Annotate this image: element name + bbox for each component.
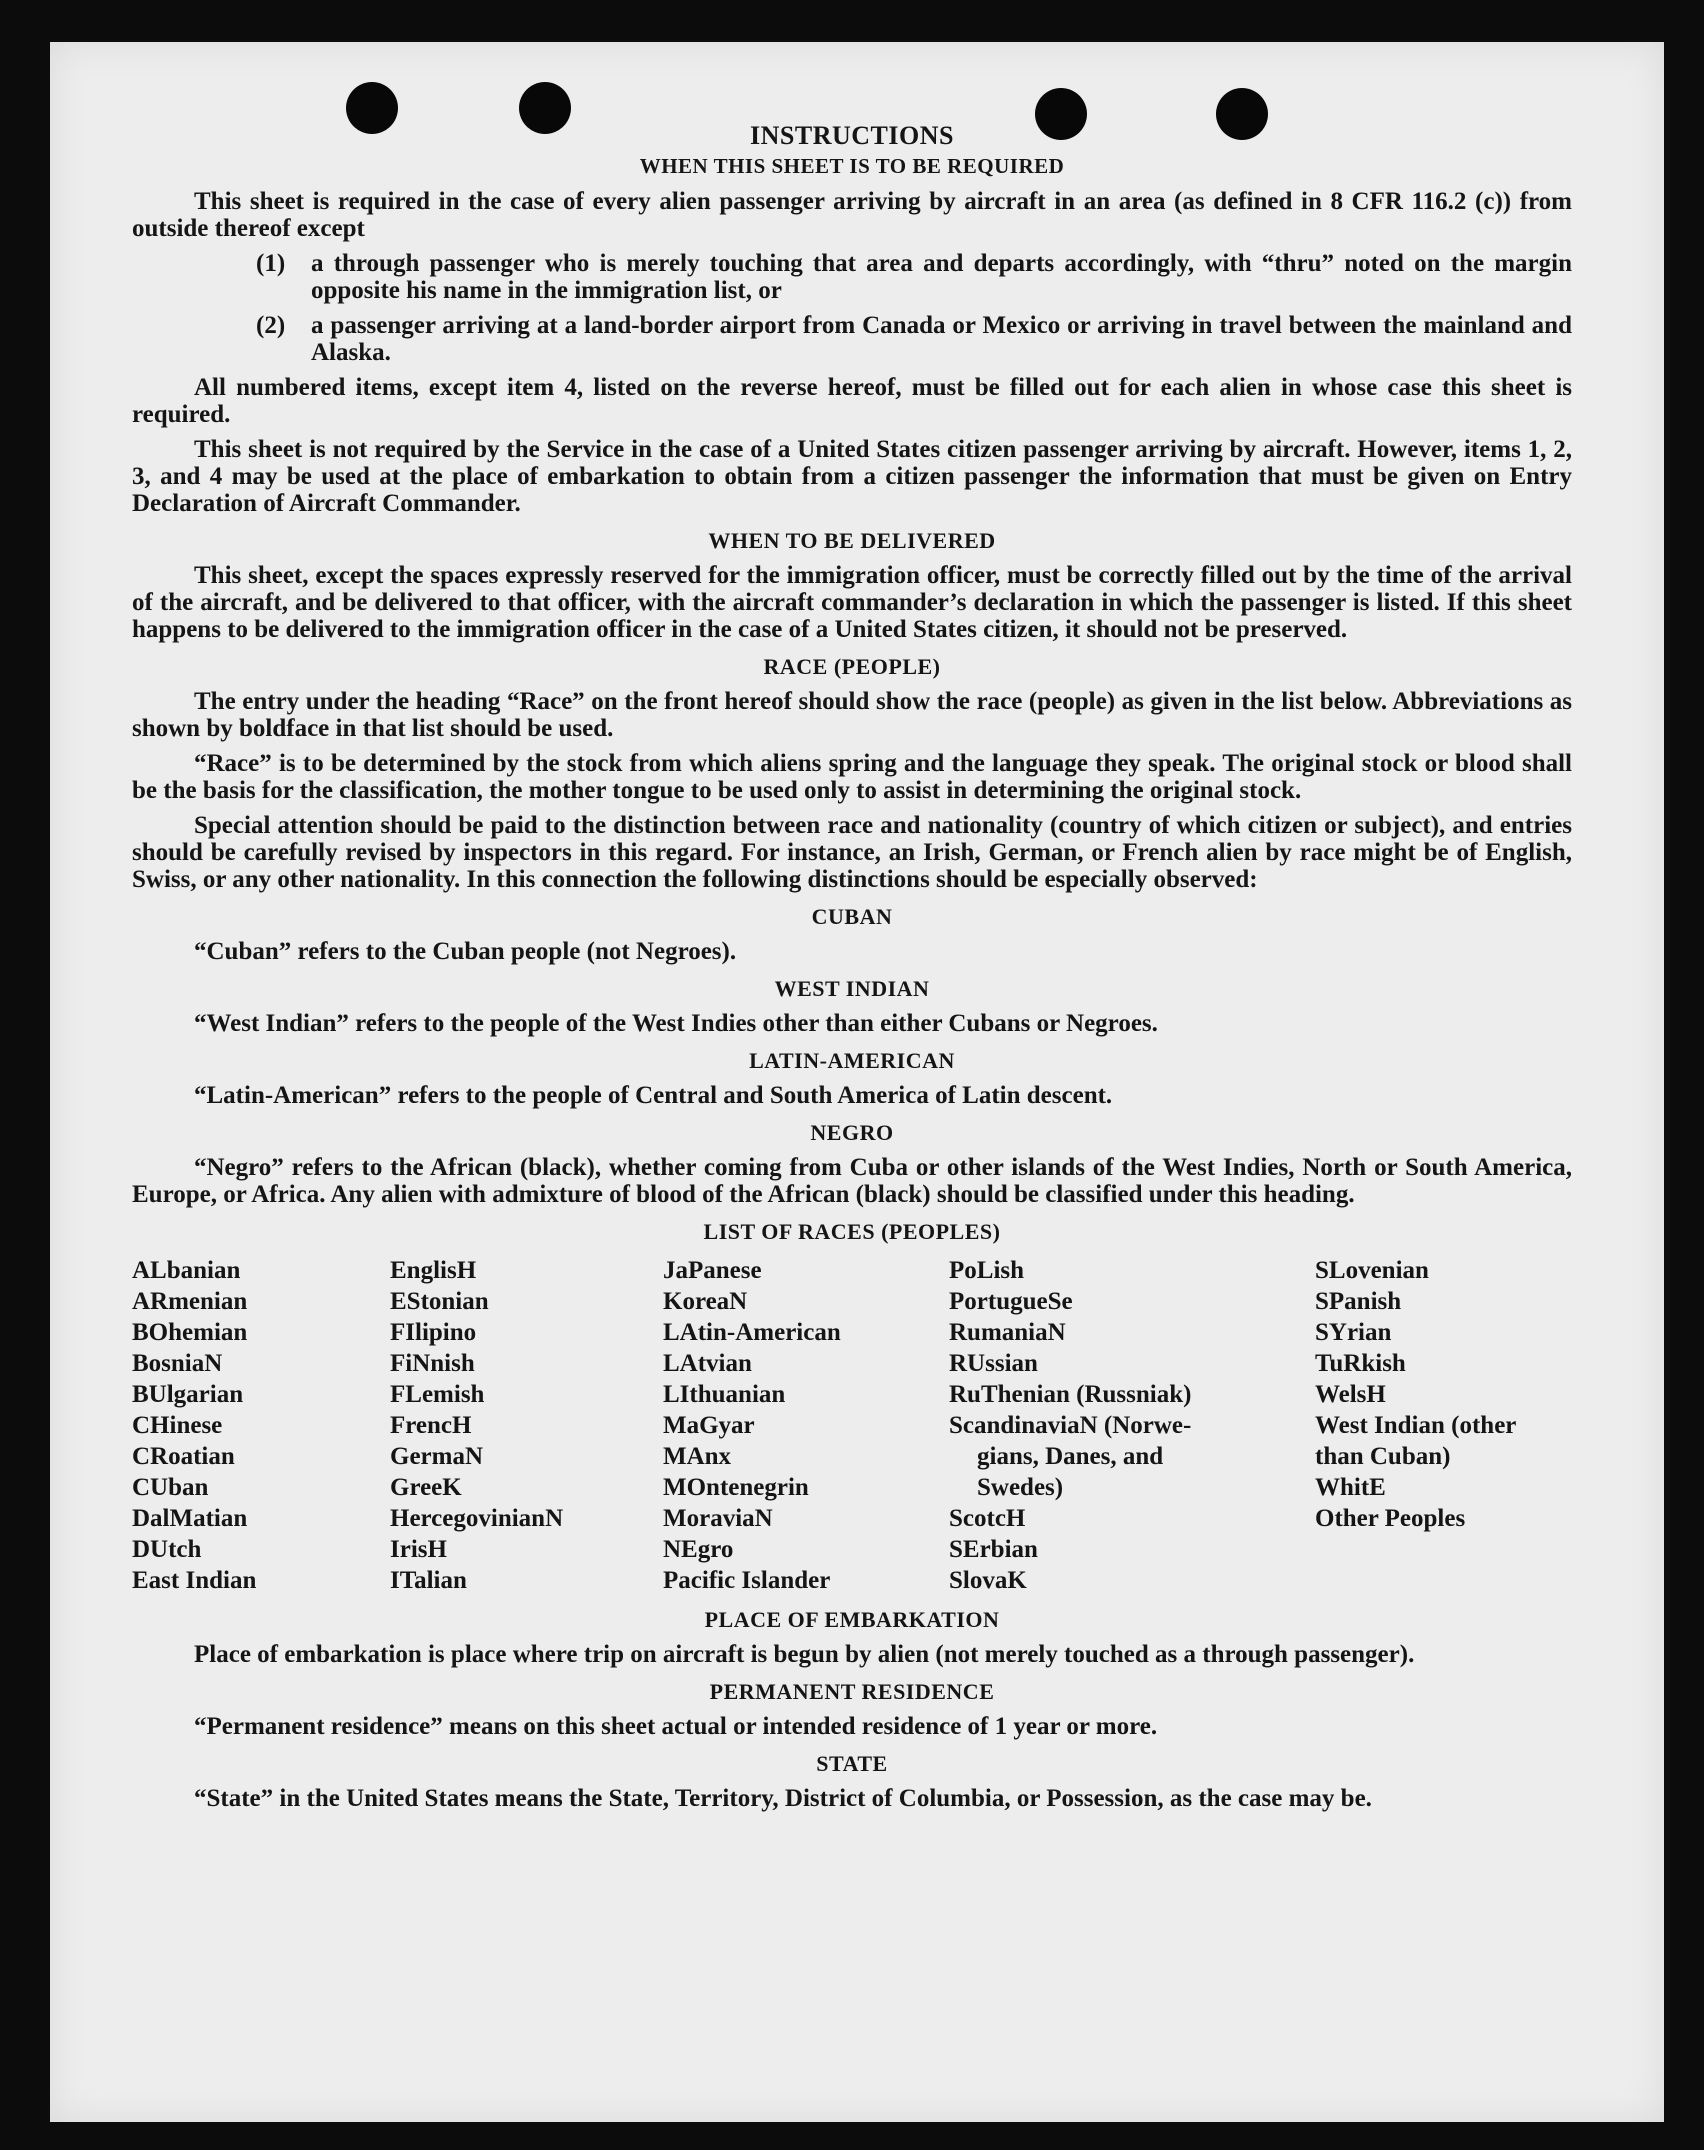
race-entry: DalMatian — [132, 1505, 248, 1532]
race-entry: LAtin-American — [663, 1319, 841, 1346]
embarkation-paragraph: Place of embarkation is place where trip on aircraft is begun by alien (not merely touched as a through passenger). — [194, 1641, 1415, 1668]
race-entry: EnglisH — [390, 1257, 477, 1284]
race-entry: BOhemian — [132, 1319, 248, 1346]
race-column — [663, 1255, 949, 1596]
race-entry: NEgro — [663, 1536, 734, 1563]
race-column — [390, 1255, 663, 1596]
race-entry-continued: Swedes) — [977, 1474, 1064, 1501]
race-entry: FiNnish — [390, 1350, 475, 1377]
race-entry: LIthuanian — [663, 1381, 786, 1408]
heading-west-indian: WEST INDIAN — [774, 976, 930, 1001]
cuban-paragraph: “Cuban” refers to the Cuban people (not Negroes). — [194, 938, 737, 965]
race-entry: LAtvian — [663, 1350, 752, 1377]
race-entry: CRoatian — [132, 1443, 235, 1470]
race-entry: WhitE — [1315, 1474, 1386, 1501]
heading-latin-american: LATIN-AMERICAN — [749, 1048, 955, 1073]
heading-place-of-embarkation: PLACE OF EMBARKATION — [704, 1607, 1000, 1632]
race-entry: Other Peoples — [1315, 1505, 1466, 1532]
race-entry: ARmenian — [132, 1288, 248, 1315]
title-instructions: INSTRUCTIONS — [750, 121, 954, 150]
residence-paragraph: “Permanent residence” means on this sheet actual or intended residence of 1 year or more. — [194, 1713, 1158, 1740]
race-entry: BosniaN — [132, 1350, 223, 1377]
exception-text: a through passenger who is merely touching that area and departs accordingly, with “thru” noted on the margin opposite his name in the immigration list, or — [311, 250, 1572, 304]
race-list — [132, 1255, 1572, 1596]
race-entry: WelsH — [1315, 1381, 1386, 1408]
exception-number: (1) — [256, 250, 286, 277]
race-entry: PortugueSe — [949, 1288, 1073, 1315]
race-entry: FrencH — [390, 1412, 472, 1439]
race-entry: GermaN — [390, 1443, 484, 1470]
numbered-items-paragraph: All numbered items, except item 4, listed on the reverse hereof, must be filled out for each alien in whose case this sheet is required. — [132, 374, 1572, 428]
heading-state: STATE — [816, 1751, 888, 1776]
heading-cuban: CUBAN — [811, 904, 893, 929]
race-paragraph-1: The entry under the heading “Race” on the front hereof should show the race (people) as given in the list below. Abbreviations as shown by boldface in that list should be used. — [132, 688, 1572, 742]
race-entry: EStonian — [390, 1288, 489, 1315]
exception-item — [132, 312, 1572, 366]
race-column — [949, 1255, 1315, 1596]
race-entry: SYrian — [1315, 1319, 1392, 1346]
race-entry: CHinese — [132, 1412, 223, 1439]
race-entry: ScandinaviaN (Norwe- — [949, 1412, 1192, 1439]
race-entry: Pacific Islander — [663, 1567, 831, 1594]
race-entry: MAnx — [663, 1443, 732, 1470]
race-entry: IrisH — [390, 1536, 447, 1563]
race-entry: West Indian (other — [1315, 1412, 1517, 1439]
race-entry: SLovenian — [1315, 1257, 1429, 1284]
race-entry: SlovaK — [949, 1567, 1027, 1594]
race-entry: ScotcH — [949, 1505, 1026, 1532]
race-entry: KoreaN — [663, 1288, 748, 1315]
delivered-paragraph: This sheet, except the spaces expressly reserved for the immigration officer, must be correctly filled out by the time of the arrival of the aircraft, and be delivered to that officer, with the aircraft commander’s declaration in which the passenger is listed. If this sheet happens to be delivered to the immigration officer in the case of a United States citizen, it should not be preserved. — [132, 562, 1572, 643]
race-column — [132, 1255, 390, 1596]
race-entry: MOntenegrin — [663, 1474, 809, 1501]
heading-negro: NEGRO — [810, 1120, 894, 1145]
race-entry: ITalian — [390, 1567, 467, 1594]
race-paragraph-3: Special attention should be paid to the distinction between race and nationality (country of which citizen or subject), and entries should be carefully revised by inspectors in this regard. For instance, an Irish, German, or French alien by race might be of English, Swiss, or any other nationality. In this connection the following distinctions should be especially observed: — [132, 812, 1572, 893]
race-entry-continued: than Cuban) — [1315, 1443, 1451, 1470]
race-entry: RumaniaN — [949, 1319, 1066, 1346]
race-entry: GreeK — [390, 1474, 462, 1501]
race-entry: ALbanian — [132, 1257, 241, 1284]
negro-paragraph: “Negro” refers to the African (black), whether coming from Cuba or other islands of the West Indies, North or South America, Europe, or Africa. Any alien with admixture of blood of the African (black) should be classified under this heading. — [132, 1154, 1572, 1208]
race-entry: East Indian — [132, 1567, 257, 1594]
race-entry: MoraviaN — [663, 1505, 773, 1532]
race-entry: MaGyar — [663, 1412, 755, 1439]
race-entry: JaPanese — [663, 1257, 762, 1284]
race-paragraph-2: “Race” is to be determined by the stock from which aliens spring and the language they speak. The original stock or blood shall be the basis for the classification, the mother tongue to be used only to assist in determining the original stock. — [132, 750, 1572, 804]
state-paragraph: “State” in the United States means the State, Territory, District of Columbia, or Possession, as the case may be. — [194, 1785, 1372, 1812]
heading-list-of-races: LIST OF RACES (PEOPLES) — [703, 1219, 1001, 1244]
race-entry-continued: gians, Danes, and — [977, 1443, 1164, 1470]
race-entry: SPanish — [1315, 1288, 1402, 1315]
exception-number: (2) — [256, 312, 286, 339]
race-entry: FIlipino — [390, 1319, 477, 1346]
race-entry: RuThenian (Russniak) — [949, 1381, 1192, 1408]
heading-race: RACE (PEOPLE) — [763, 654, 941, 679]
race-entry: CUban — [132, 1474, 209, 1501]
heading-when-required: WHEN THIS SHEET IS TO BE REQUIRED — [639, 154, 1065, 178]
west-indian-paragraph: “West Indian” refers to the people of the West Indies other than either Cubans or Negroes. — [194, 1010, 1158, 1037]
exception-text: a passenger arriving at a land-border airport from Canada or Mexico or arriving in travel between the mainland and Alaska. — [311, 312, 1572, 366]
heading-permanent-residence: PERMANENT RESIDENCE — [709, 1679, 995, 1704]
race-entry: RUssian — [949, 1350, 1038, 1377]
race-column — [1315, 1255, 1572, 1596]
race-entry: FLemish — [390, 1381, 485, 1408]
latin-american-paragraph: “Latin-American” refers to the people of Central and South America of Latin descent. — [194, 1082, 1113, 1109]
instructions-content — [132, 122, 1572, 1820]
race-entry: HercegovinianN — [390, 1505, 564, 1532]
race-entry: DUtch — [132, 1536, 202, 1563]
race-entry: PoLish — [949, 1257, 1025, 1284]
race-entry: TuRkish — [1315, 1350, 1406, 1377]
required-intro: This sheet is required in the case of every alien passenger arriving by aircraft in an area (as defined in 8 CFR 116.2 (c)) from outside thereof except — [132, 188, 1572, 242]
heading-when-delivered: WHEN TO BE DELIVERED — [708, 528, 996, 553]
race-entry: SErbian — [949, 1536, 1038, 1563]
race-entry: BUlgarian — [132, 1381, 244, 1408]
citizen-paragraph: This sheet is not required by the Service in the case of a United States citizen passenger arriving by aircraft. However, items 1, 2, 3, and 4 may be used at the place of embarkation to obtain from a citizen passenger the information that must be given on Entry Declaration of Aircraft Commander. — [132, 436, 1572, 517]
exception-item — [132, 250, 1572, 304]
